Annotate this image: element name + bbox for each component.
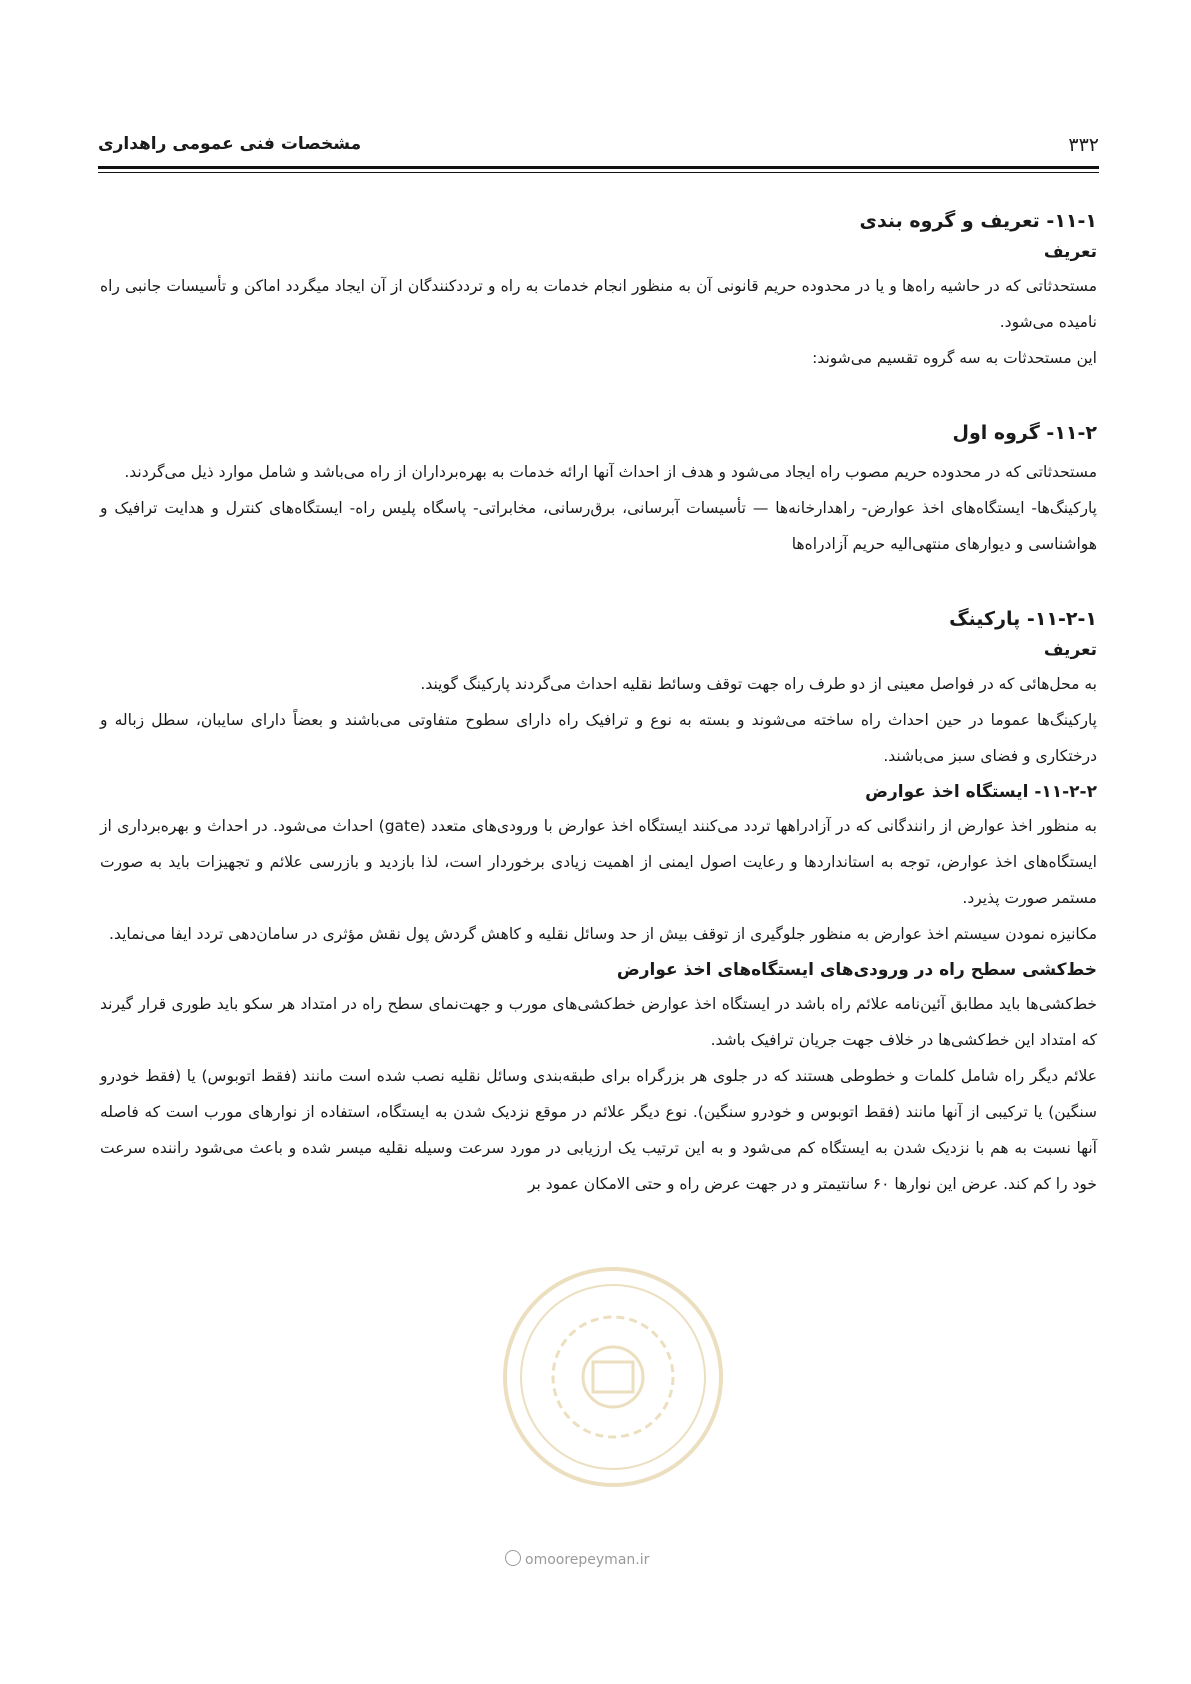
at-icon	[505, 1550, 521, 1566]
header-rule-thin	[98, 172, 1099, 173]
section-heading-11-2: ۱۱-۲- گروه اول	[952, 422, 1097, 444]
page-number: ۳۳۲	[1068, 134, 1099, 156]
header-rule-thick	[98, 166, 1099, 169]
paragraph: خط‌کشی‌ها باید مطابق آئین‌نامه علائم راه باشد در ایستگاه اخذ عوارض خط‌کشی‌های مورب و جهت‌نمای سطح راه در امتداد هر سکو باید طوری قرار گیرند که امتداد این خط‌کشی‌ها در خلاف جهت جریان ترافیک باشد.	[100, 995, 1097, 1049]
section-heading-11-2-1: ۱۱-۲-۱- پارکینگ	[949, 608, 1097, 630]
page-header	[98, 130, 1099, 166]
publisher-seal-icon	[498, 1262, 728, 1492]
definition-subheading: تعریف	[1043, 640, 1097, 660]
road-marking-heading: خط‌کشی سطح راه در ورودی‌های ایستگاه‌های اخذ عوارض	[616, 960, 1097, 980]
paragraph: به محل‌هائی که در فواصل معینی از دو طرف راه جهت توقف وسائط نقلیه احداث می‌گردند پارکینگ گویند.	[420, 675, 1097, 693]
paragraph: مکانیزه نمودن سیستم اخذ عوارض به منظور جلوگیری از توقف بیش از حد وسائل نقلیه و کاهش گردش پول نقش مؤثری در سامان‌دهی تردد ایفا می‌نماید.	[109, 925, 1097, 943]
paragraph: مستحدثاتی که در محدوده حریم مصوب راه ایجاد می‌شود و هدف از احداث آنها ارائه خدمات به بهره‌برداران از راه می‌باشد و شامل موارد ذیل می‌گردند.	[124, 463, 1097, 481]
paragraph: این مستحدثات به سه گروه تقسیم می‌شوند:	[812, 349, 1097, 367]
section-heading-11-2-2: ۱۱-۲-۲- ایستگاه اخذ عوارض	[865, 782, 1097, 802]
paragraph: پارکینگ‌ها- ایستگاه‌های اخذ عوارض- راهدارخانه‌ها — تأسیسات آبرسانی، برق‌رسانی، مخابراتی- پاسگاه پلیس راه- ایستگاه‌های کنترل و هدایت ترافیک و هواشناسی و دیوارهای منتهی‌الیه حریم آزادراه‌ها	[100, 499, 1097, 553]
paragraph: به منظور اخذ عوارض از رانندگانی که در آزادراهها تردد می‌کنند ایستگاه اخذ عوارض با ورودی‌های متعدد (gate) احداث می‌شود. در احداث و بهره‌برداری از ایستگاه‌های اخذ عوارض، توجه به استانداردها و رعایت اصول ایمنی از اهمیت زیادی برخوردار است، لذا بازدید و بازرسی علائم و تجهیزات باید به صورت مستمر صورت پذیرد.	[100, 817, 1097, 907]
paragraph: مستحدثاتی که در حاشیه راه‌ها و یا در محدوده حریم قانونی آن به منظور انجام خدمات به راه و ترددکنندگان از آن ایجاد میگردد اماکن و تأسیسات جانبی راه نامیده می‌شود.	[100, 277, 1097, 331]
section-heading-11-1: ۱۱-۱- تعریف و گروه بندی	[859, 210, 1097, 232]
definition-subheading: تعریف	[1043, 242, 1097, 262]
paragraph: علائم دیگر راه شامل کلمات و خطوطی هستند که در جلوی هر بزرگراه برای طبقه‌بندی وسائل نقلیه نصب شده است مانند (فقط اتوبوس) یا (فقط خودرو سنگین) یا ترکیبی از آنها مانند (فقط اتوبوس و خودرو سنگین). نوع دیگر علائم در موقع نزدیک شدن به ایستگاه، استفاده از نوارهای مورب است که فاصله آنها نسبت به هم با نزدیک شدن به ایستگاه کم می‌شود و به این ترتیب یک ارزیابی در مورد سرعت وسیله نقلیه میسر شده و باعث می‌شود راننده سرعت خود را کم کند. عرض این نوارها ۶۰ سانتیمتر و در جهت عرض راه و حتی الامکان عمود بر	[100, 1067, 1097, 1193]
paragraph: پارکینگ‌ها عموما در حین احداث راه ساخته می‌شوند و بسته به نوع و ترافیک راه دارای سطوح متفاوتی می‌باشند و بعضاً دارای سایبان، سطل زباله و درختکاری و فضای سبز می‌باشند.	[100, 711, 1097, 765]
site-watermark: omoorepeyman.ir	[505, 1550, 649, 1568]
book-title: مشخصات فنی عمومی راهداری	[98, 134, 362, 154]
page-content	[100, 210, 1097, 1202]
